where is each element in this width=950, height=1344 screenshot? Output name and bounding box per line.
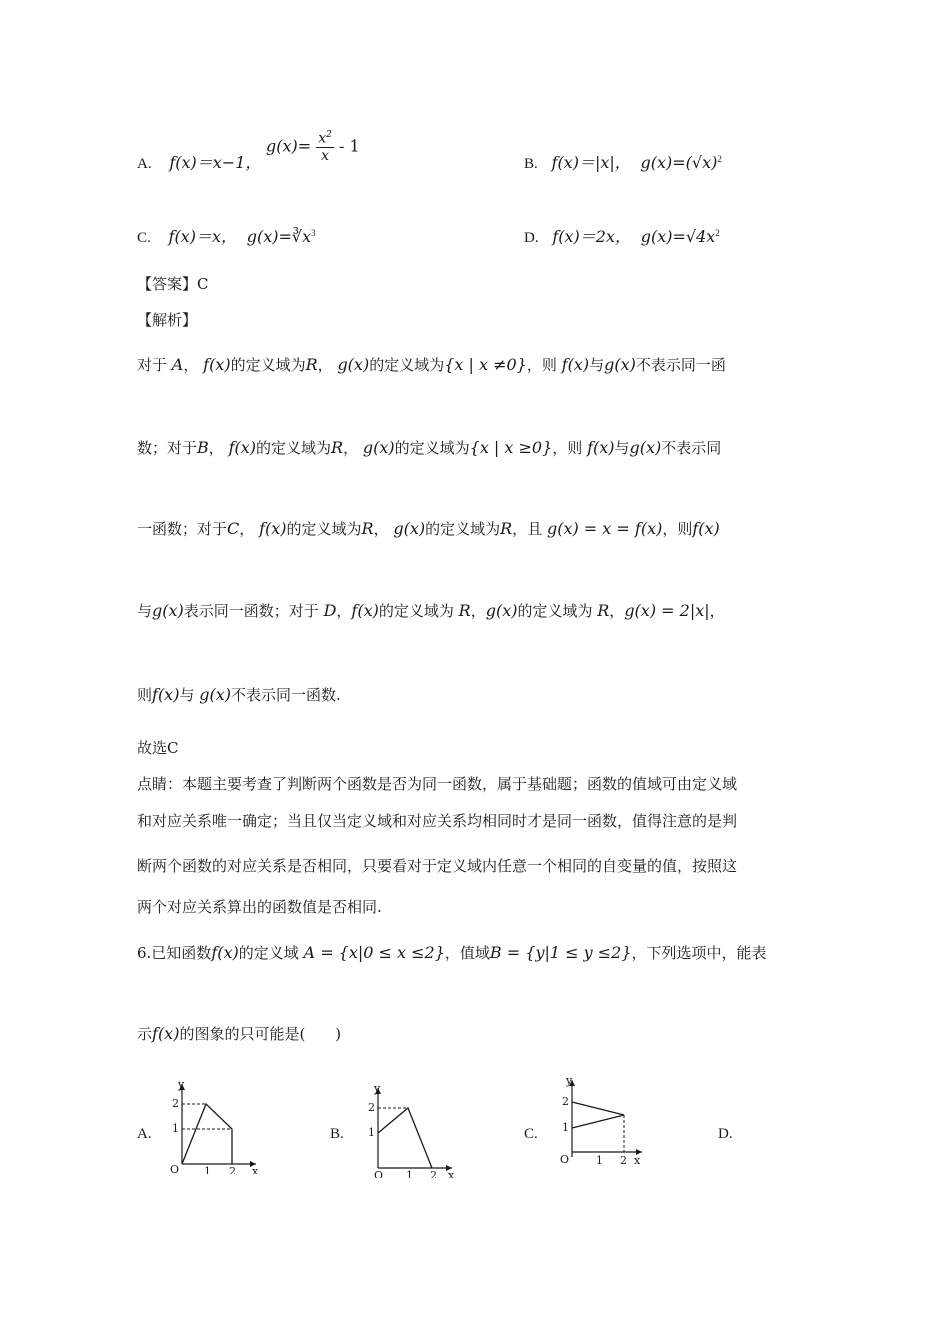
option-a-label: A. xyxy=(137,156,152,172)
comment-line-3: 断两个函数的对应关系是否相同，只要看对于定义域内任意一个相同的自变量的值，按照这 xyxy=(137,857,738,875)
comment-line-2: 和对应关系唯一确定；当且仅当定义域和对应关系均相同时才是同一函数，值得注意的是判 xyxy=(137,812,738,830)
graph-c-y: y xyxy=(566,1074,573,1087)
option-b-f: f(x)＝|x|， xyxy=(551,153,631,172)
option-d: D. f(x)＝2x， $g(x)=√4x^2$ xyxy=(524,227,720,246)
svg-text:2: 2 xyxy=(620,1154,627,1167)
option-c-label: C. xyxy=(137,230,151,246)
svg-text:1: 1 xyxy=(204,1165,211,1174)
option-c: C. f(x)＝x， $g(x)=∛x^3$ xyxy=(137,227,316,246)
graph-b-label: B. xyxy=(330,1126,344,1142)
analysis-line-2: 数；对于B， f(x)的定义域为R， g(x)的定义域为{x | x ≥0}，则 f(x)与g(x)不表示同 xyxy=(137,438,722,457)
graph-d-label: D. xyxy=(718,1126,733,1142)
comment-line-4: 两个对应关系算出的函数值是否相同. xyxy=(137,898,382,916)
graph-b-origin: O xyxy=(374,1169,384,1178)
graph-c-x: x xyxy=(634,1154,641,1167)
svg-text:1: 1 xyxy=(172,1122,179,1135)
svg-text:2: 2 xyxy=(562,1095,569,1108)
graph-c xyxy=(554,1072,654,1176)
graph-b-y: y xyxy=(374,1082,381,1095)
option-d-label: D. xyxy=(524,230,539,246)
question6-line-1: 6.已知函数f(x)的定义域 A = {x|0 ≤ x ≤2}，值域B = {y|1 ≤ y ≤2}，下列选项中，能表 xyxy=(137,943,767,962)
option-d-g: g(x)=√4x xyxy=(640,227,716,246)
option-d-f: f(x)＝2x， xyxy=(552,227,631,246)
graph-a-label: A. xyxy=(137,1126,152,1142)
svg-text:2: 2 xyxy=(430,1169,437,1178)
option-b-g: g(x)=(√x) xyxy=(640,153,718,172)
analysis-line-1: 对于 A， f(x)的定义域为R， g(x)的定义域为{x | x ≠0}，则 f(x)与g(x)不表示同一函 xyxy=(137,355,726,374)
graph-a-x: x xyxy=(252,1165,259,1174)
analysis-line-4: 与g(x)表示同一函数；对于 D，f(x)的定义域为 R，g(x)的定义域为 R，g(x) = 2|x|， xyxy=(137,601,725,620)
svg-text:1: 1 xyxy=(368,1126,375,1139)
svg-text:2: 2 xyxy=(229,1165,236,1174)
option-b-label: B. xyxy=(524,156,538,172)
choice-text: 故选C xyxy=(137,739,179,757)
svg-text:1: 1 xyxy=(406,1169,413,1178)
question6-line-2: 示f(x)的图象的只可能是( ) xyxy=(137,1024,342,1043)
option-b: B. f(x)＝|x|， $g(x)=(√x)^2$ xyxy=(524,153,722,172)
option-a xyxy=(137,150,261,173)
graph-a-y: y xyxy=(178,1078,185,1091)
svg-text:2: 2 xyxy=(172,1097,179,1110)
option-a-g: g(x)= $\frac{x^2}{x}$ - 1 xyxy=(266,130,360,164)
option-c-f: f(x)＝x， xyxy=(168,227,237,246)
graph-b-x: x xyxy=(448,1169,455,1178)
comment-line-1: 点睛：本题主要考查了判断两个函数是否为同一函数，属于基础题；函数的值域可由定义域 xyxy=(137,775,738,793)
graph-a xyxy=(164,1074,264,1178)
svg-text:2: 2 xyxy=(368,1101,375,1114)
svg-text:1: 1 xyxy=(596,1154,603,1167)
graph-c-label: C. xyxy=(524,1126,538,1142)
graph-c-origin: O xyxy=(560,1153,570,1166)
analysis-line-5: 则f(x)与 g(x)不表示同一函数. xyxy=(137,685,341,704)
option-a-f: f(x)＝x−1， xyxy=(169,153,262,172)
graph-a-origin: O xyxy=(170,1163,180,1174)
svg-text:1: 1 xyxy=(562,1121,569,1134)
analysis-line-3: 一函数；对于C， f(x)的定义域为R， g(x)的定义域为R，且 g(x) = x = f(x)，则f(x) xyxy=(137,519,720,538)
option-c-g: g(x)=∛x xyxy=(246,227,312,246)
analysis-label: 【解析】 xyxy=(137,311,198,329)
answer-label: 【答案】C xyxy=(137,275,209,293)
graph-b xyxy=(360,1078,460,1182)
